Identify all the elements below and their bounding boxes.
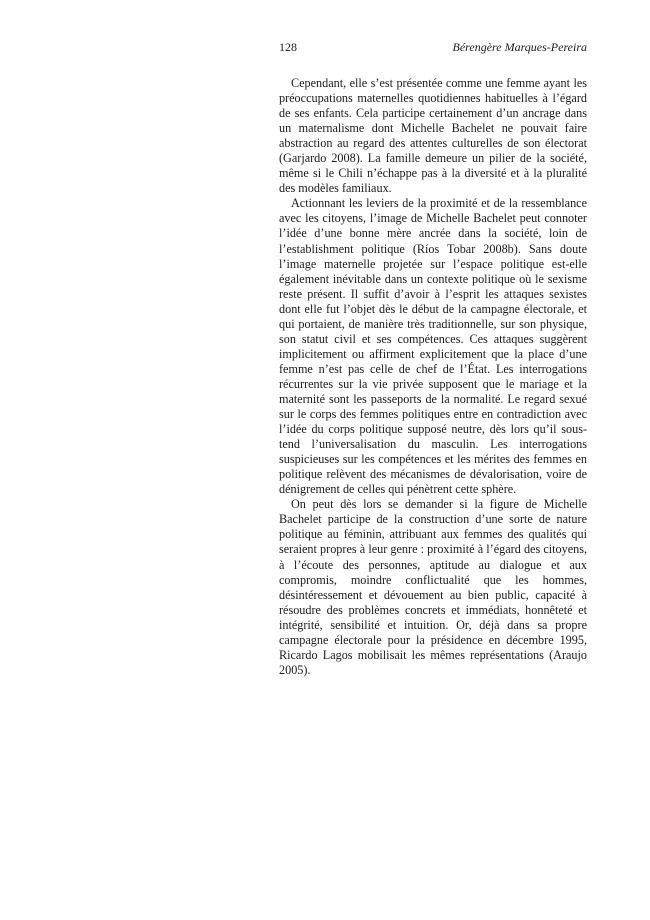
body-text: [279, 76, 587, 678]
paragraph: Actionnant les leviers de la proximité et de la ressemblance avec les citoyens, l’image de Michelle Bachelet peut connoter l’idée d’une bonne mère ancrée dans la société, loin de l’establishment politique (Ríos Tobar 2008b). Sans doute l’image maternelle projetée sur l’espace politique est-elle également inévitable dans un contexte politique où le sexisme reste présent. Il suffit d’avoir à l’esprit les attaques sexistes dont elle fut l’objet dès le début de la campagne électorale, et qui portaient, de manière très traditionnelle, sur son physique, son statut civil et ses compétences. Ces attaques suggèrent implicitement ou affirment explicitement que la place d’une femme n’est pas celle de chef de l’État. Les interrogations récurrentes sur la vie privée supposent que le mariage et la maternité sont les passeports de la normalité. Le regard sexué sur le corps des femmes politiques entre en contradiction avec l’idée du corps politique supposé neutre, dès lors qu’il sous-tend l’universalisation du masculin. Les interrogations suspicieuses sur les compétences et les mérites des femmes en politique relèvent des mécanismes de dévalorisation, voire de dénigrement de celles qui pénètrent cette sphère.: [279, 196, 587, 497]
running-head-author: Bérengère Marques-Pereira: [452, 40, 587, 54]
paragraph: On peut dès lors se demander si la figure de Michelle Bachelet participe de la construction d’une sorte de nature politique au féminin, attribuant aux femmes des qualités qui seraient propres à leur genre : proximité à l’égard des citoyens, à l’écoute des personnes, aptitude au dialogue et aux compromis, moindre conflictualité que les hommes, désintéressement et dévouement au bien public, capacité à résoudre des problèmes concrets et immédiats, honnêteté et intégrité, sensibilité et intuition. Or, déjà dans sa propre campagne électorale pour la présidence en décembre 1995, Ricardo Lagos mobilisait les mêmes représentations (Araujo 2005).: [279, 497, 587, 677]
paragraph: Cependant, elle s’est présentée comme une femme ayant les préoccupations maternelles quotidiennes habituelles à l’égard de ses enfants. Cela participe certainement d’un ancrage dans un maternalisme dont Michelle Bachelet ne pouvait faire abstraction au regard des attentes culturelles de son électorat (Garjardo 2008). La famille demeure un pilier de la société, même si le Chili n’échappe pas à la diversité et à la pluralité des modèles familiaux.: [279, 76, 587, 196]
page-number: 128: [279, 40, 297, 54]
page-header: [279, 39, 587, 55]
